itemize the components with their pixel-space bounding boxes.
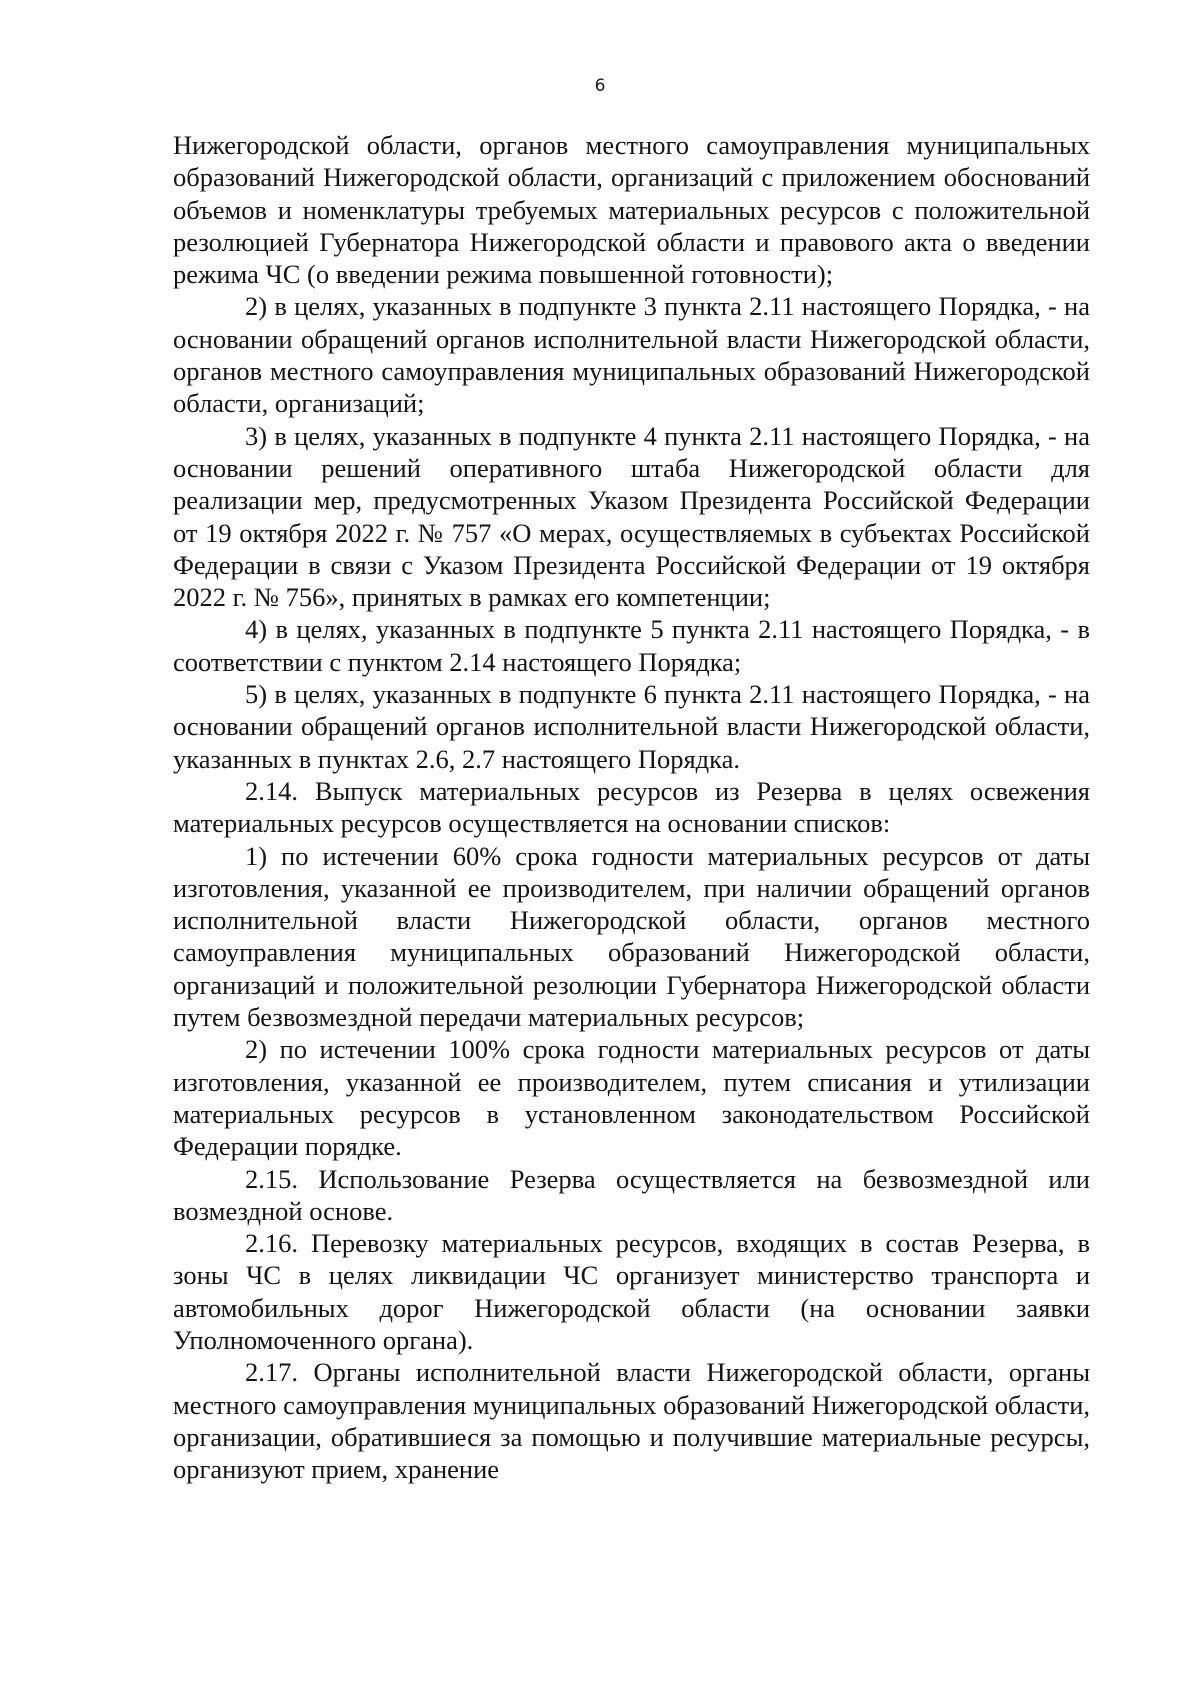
paragraph-item-5: 5) в целях, указанных в подпункте 6 пункта 2.11 настоящего Порядка, - на основании обращений органов исполнительной власти Нижегородской области, указанных в пунктах 2.6, 2.7 настоящего Порядка. [173, 679, 1090, 774]
paragraph-item-3: 3) в целях, указанных в подпункте 4 пункта 2.11 настоящего Порядка, - на основании решений оперативного штаба Нижегородской области для реализации мер, предусмотренных Указом Президента Российской Федерации от 19 октября 2022 г. № 757 «О мерах, осуществляемых в субъектах Российской Федерации в связи с Указом Президента Российской Федерации от 19 октября 2022 г. № 756», принятых в рамках его компетенции; [173, 420, 1090, 613]
paragraph-2-17: 2.17. Органы исполнительной власти Нижегородской области, органы местного самоуправления муниципальных образований Нижегородской области, организации, обратившиеся за помощью и получившие материальные ресурсы, организуют прием, хранение [173, 1357, 1090, 1485]
paragraph-2-15: 2.15. Использование Резерва осуществляется на безвозмездной или возмездной основе. [173, 1163, 1090, 1226]
paragraph-2-16: 2.16. Перевозку материальных ресурсов, входящих в состав Резерва, в зоны ЧС в целях ликвидации ЧС организует министерство транспорта и автомобильных дорог Нижегородской области (на основании заявки Уполномоченного органа). [173, 1228, 1090, 1355]
paragraph-continuation: Нижегородской области, органов местного самоуправления муниципальных образований Нижегородской области, организаций с приложением обоснований объемов и номенклатуры требуемых материальных ресурсов с положительной резолюцией Губернатора Нижегородской области и правового акта о введении режима ЧС (о введении режима повышенной готовности); [173, 130, 1090, 290]
paragraph-2-14: 2.14. Выпуск материальных ресурсов из Резерва в целях освежения материальных ресурсов осуществляется на основании списков: [173, 775, 1090, 839]
page-number: 6 [594, 76, 606, 96]
document-body [173, 129, 1090, 1485]
paragraph-2-14-item-1: 1) по истечении 60% срока годности материальных ресурсов от даты изготовления, указанной ее производителем, при наличии обращений органов исполнительной власти Нижегородской области, органов местного самоуправления муниципальных образований Нижегородской области, организаций и положительной резолюции Губернатора Нижегородской области путем безвозмездной передачи материальных ресурсов; [173, 840, 1090, 1033]
paragraph-2-14-item-2: 2) по истечении 100% срока годности материальных ресурсов от даты изготовления, указанной ее производителем, путем списания и утилизации материальных ресурсов в установленном законодательством Российской Федерации порядке. [173, 1034, 1090, 1162]
paragraph-item-2: 2) в целях, указанных в подпункте 3 пункта 2.11 настоящего Порядка, - на основании обращений органов исполнительной власти Нижегородской области, органов местного самоуправления муниципальных образований Нижегородской области, организаций; [173, 291, 1090, 419]
paragraph-item-4: 4) в целях, указанных в подпункте 5 пункта 2.11 настоящего Порядка, - в соответствии с пунктом 2.14 настоящего Порядка; [173, 614, 1090, 677]
